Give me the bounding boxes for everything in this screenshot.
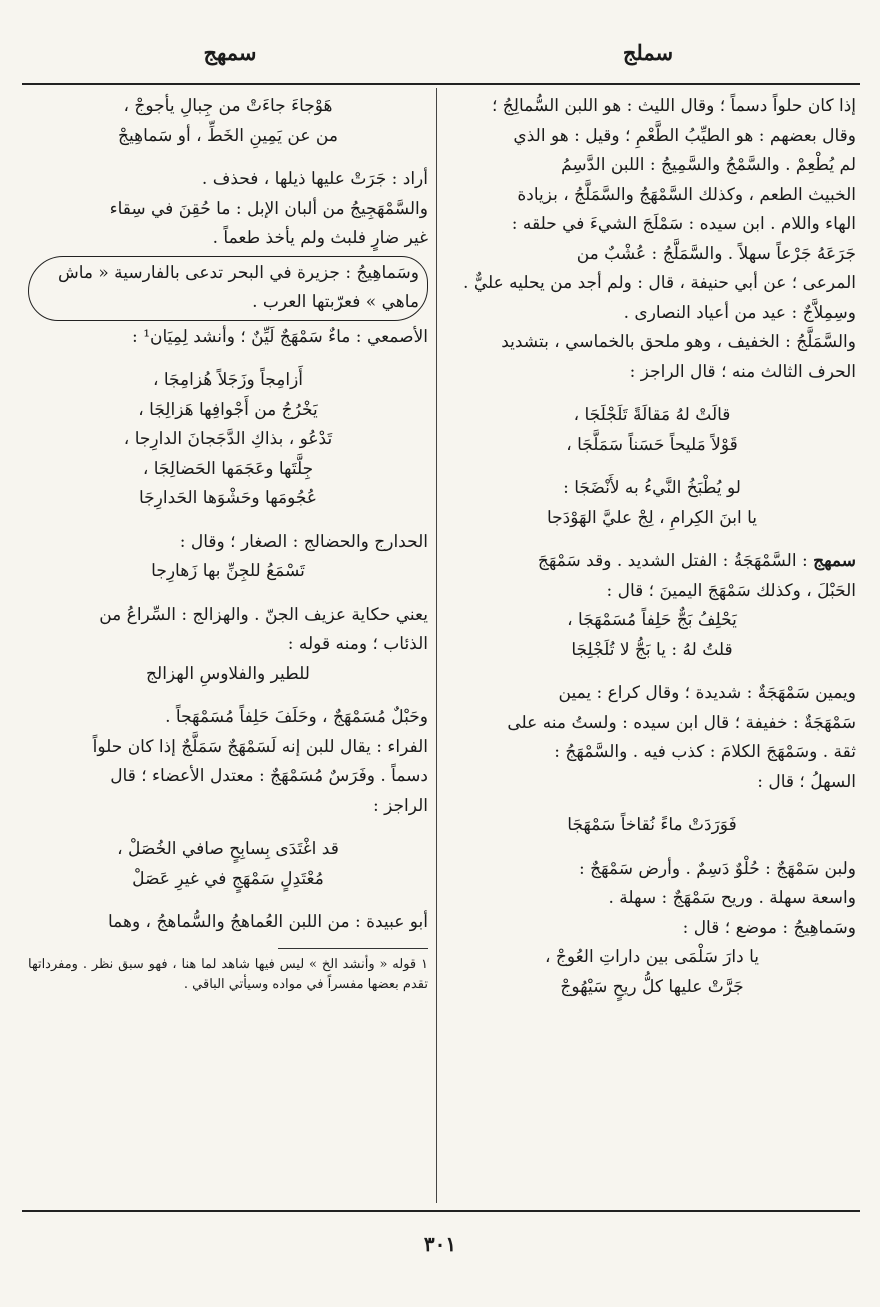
prose-line: يعني حكاية عزيف الجنّ . والهزالج : السِّراعُ من: [99, 604, 428, 625]
prose-line: والسَّمْهَجِيجُ من ألبان الإبل : ما حُقِنَ في سِقاء: [109, 198, 428, 219]
right-column: [448, 92, 856, 1002]
prose-line: وسَماهِيجُ : موضع ؛ قال :: [682, 917, 856, 938]
spacer: [448, 533, 856, 547]
prose-line: الهاء واللام . ابن سيده : سَمْلَجَ الشيءَ في حلقه :: [511, 214, 856, 234]
spacer: [28, 352, 428, 366]
spacer: [28, 151, 428, 165]
verse-line: لو يُطْبَخُ النَّيءُ به لأَنْضَجَا :: [563, 478, 741, 498]
bottom-rule: [22, 1210, 860, 1212]
verse-line: جَرَّتْ عليها كلُّ ريحٍ سَيْهُوجْ: [560, 976, 744, 997]
verse-line: مُعْتَدِلٍ سَمْهَجٍ في غيرِ عَصَلْ: [132, 868, 324, 889]
verse-line: تَسْمَعُ للجِنِّ بها زَهارِجا: [151, 561, 305, 581]
prose-line: ثقة . وسَمْهَجَ الكلامَ : كذب فيه . والسَّمْهَجُ :: [554, 742, 856, 762]
verse-line: تَدْعُو ، بذاكِ الدَّجَجانَ الدارِجا ،: [123, 429, 333, 449]
verse-line: يا دارَ سَلْمَى بين داراتِ العُوجْ ،: [544, 947, 760, 967]
spacer: [448, 460, 856, 474]
prose-line: السهلُ ؛ قال :: [757, 771, 856, 792]
circled-entry: [28, 256, 428, 321]
prose-line: والسَّمَلَّجُ : الخفيف ، وهو ملحق بالخماسي ، بتشديد: [501, 332, 856, 352]
prose-line: وسِمِلاَّجٌ : عيد من أعياد النصارى .: [623, 302, 856, 323]
verse-line: من عن يَمِينِ الخَطِّ ، أو سَماهِيجْ: [118, 125, 338, 146]
spacer: [28, 587, 428, 601]
spacer: [28, 821, 428, 835]
spacer: [28, 689, 428, 703]
prose-line: الذئاب ؛ ومنه قوله :: [287, 634, 428, 654]
verse-line: قلتُ لهُ : يا بَجُّ لا تُلَجْلِجَا: [571, 639, 733, 660]
verse-line: أَزامِجاً وزَجَلاً هُزامِجَا ،: [152, 370, 303, 390]
prose-line: واسعة سهلة . وريح سَمْهَجٌ : سهلة .: [608, 888, 856, 908]
right-running-head: سملج: [622, 40, 674, 65]
top-rule: [22, 83, 860, 85]
prose-line: الحرف الثالث منه ؛ قال الراجز :: [629, 361, 856, 382]
verse-line: قَوْلاً مَليحاً حَسَناً سَمَلَّجَا ،: [566, 434, 738, 455]
verse-line: جِلَّتَها وعَجَمَها الحَضالِجَا ،: [142, 458, 314, 479]
verse-line: فَوَرَدَتْ ماءً نُقاخاً سَمْهَجَا: [567, 815, 737, 835]
column-divider: [436, 88, 437, 1203]
circled-line: وسَماهِيجُ : جزيرة في البحر تدعى بالفارسية « ماش: [57, 262, 419, 283]
prose-line: المرعى ؛ عن أبي حنيفة ، قال : ولم أجد من يحليه عليٌّ .: [463, 273, 856, 293]
prose-line: ولبن سَمْهَجٌ : حُلْوٌ دَسِمٌ . وأرض سَمْهَجٌ :: [578, 858, 856, 879]
left-running-head: سمهج: [203, 40, 257, 65]
verse-line: يَخْرُجُ من أَجْوافِها هَزالِجَا ،: [138, 399, 318, 420]
verse-line: يا ابنَ الكِرامِ ، لِجْ عليَّ الهَوْدَجا: [546, 507, 757, 528]
prose-line: لم يُطْعِمْ . والسَّمْجُ والسَّمِيجُ : اللبن الدَّسِمُ: [561, 155, 856, 175]
verse-line: للطير والفلاوسِ الهزالج: [146, 663, 310, 684]
prose-line: الحدارج والحضالج : الصغار ؛ وقال :: [179, 531, 428, 552]
spacer: [448, 387, 856, 401]
prose-line: جَرَعَهُ جَرْعاً سهلاً . والسَّمَلَّجُ : عُشْبٌ من: [576, 243, 856, 264]
spacer: [448, 797, 856, 811]
prose-line: الراجز :: [372, 795, 428, 816]
prose-line: سمهج : السَّمْهَجَةُ : الفتل الشديد . وقد سَمْهَجَ: [537, 551, 856, 571]
footnote-rule: [278, 948, 428, 949]
verse-line: قالَتْ لهُ مَقالَةً تَلَجْلَجَا ،: [573, 405, 731, 425]
prose-line: أبو عبيدة : من اللبن العُماهجُ والسُّماهجُ ، وهما: [107, 912, 428, 932]
page-number: ٣٠١: [423, 1232, 457, 1256]
prose-line: إذا كان حلواً دسماً ؛ وقال الليث : هو اللبن السُّمالِجُ ؛: [491, 96, 856, 116]
prose-line: وحَبْلٌ مُسَمْهَجٌ ، وحَلَفَ حَلِفاً مُسَمْهَجاً .: [165, 707, 428, 727]
headword: سمهج: [813, 551, 856, 571]
spacer: [28, 894, 428, 908]
prose-line: دسماً . وفَرَسٌ مُسَمْهَجٌ : معتدل الأعضاء ؛ قال: [110, 766, 428, 786]
footnote: ١ قوله « وأنشد الخ » ليس فيها شاهد لما هنا ، فهو سبق نظر . ومفرداتها تقدم بعضها مفسراً في مواده وسيأتي الباقي .: [28, 956, 428, 992]
verse-line: يَحْلِفُ بَجٌّ حَلِفاً مُسَمْهَجَا ،: [567, 610, 737, 630]
verse-line: عُجُومَها وحَشْوَها الحَدارِجَا: [138, 488, 318, 508]
verse-line: قد اغْتَدَى بِسابِحٍ صافي الخُصَلْ ،: [117, 839, 339, 859]
left-column: [28, 92, 428, 995]
verse-line: هَوْجاءَ جاءَتْ من جِبالِ يأجوجْ ،: [123, 96, 333, 116]
prose-line: أراد : جَرَتْ عليها ذيلها ، فحذف .: [201, 169, 428, 189]
prose-line: الفراء : يقال للبن إنه لَسَمْهَجٌ سَمَلَّجٌ إذا كان حلواً: [92, 736, 428, 757]
prose-line: سَمْهَجَةٌ : خفيفة ؛ قال ابن سيده : ولستُ منه على: [507, 712, 856, 733]
spacer: [28, 514, 428, 528]
prose-line: الحَبْلَ ، وكذلك سَمْهَجَ اليمينَ ؛ قال :: [606, 580, 856, 601]
spacer: [448, 841, 856, 855]
prose-line: الخبيث الطعم ، وكذلك السَّمْهَجُ والسَّمَلَّجُ ، بزيادة: [517, 184, 856, 205]
prose-line: ويمين سَمْهَجَةٌ : شديدة ؛ وقال كراع : يمين: [558, 683, 856, 703]
prose-line: الأصمعي : ماءٌ سَمْهَجٌ لَيِّنٌ ؛ وأنشد لِمِيَان¹ :: [132, 326, 428, 347]
circled-line: ماهي » فعرّبتها العرب .: [252, 292, 419, 312]
prose-line: وقال بعضهم : هو الطيِّبُ الطَّعْمِ ؛ وقيل : هو الذي: [513, 125, 856, 146]
prose-line: غير ضارٍ فلبث ولم يأخذ طعماً .: [212, 228, 428, 248]
spacer: [448, 665, 856, 679]
